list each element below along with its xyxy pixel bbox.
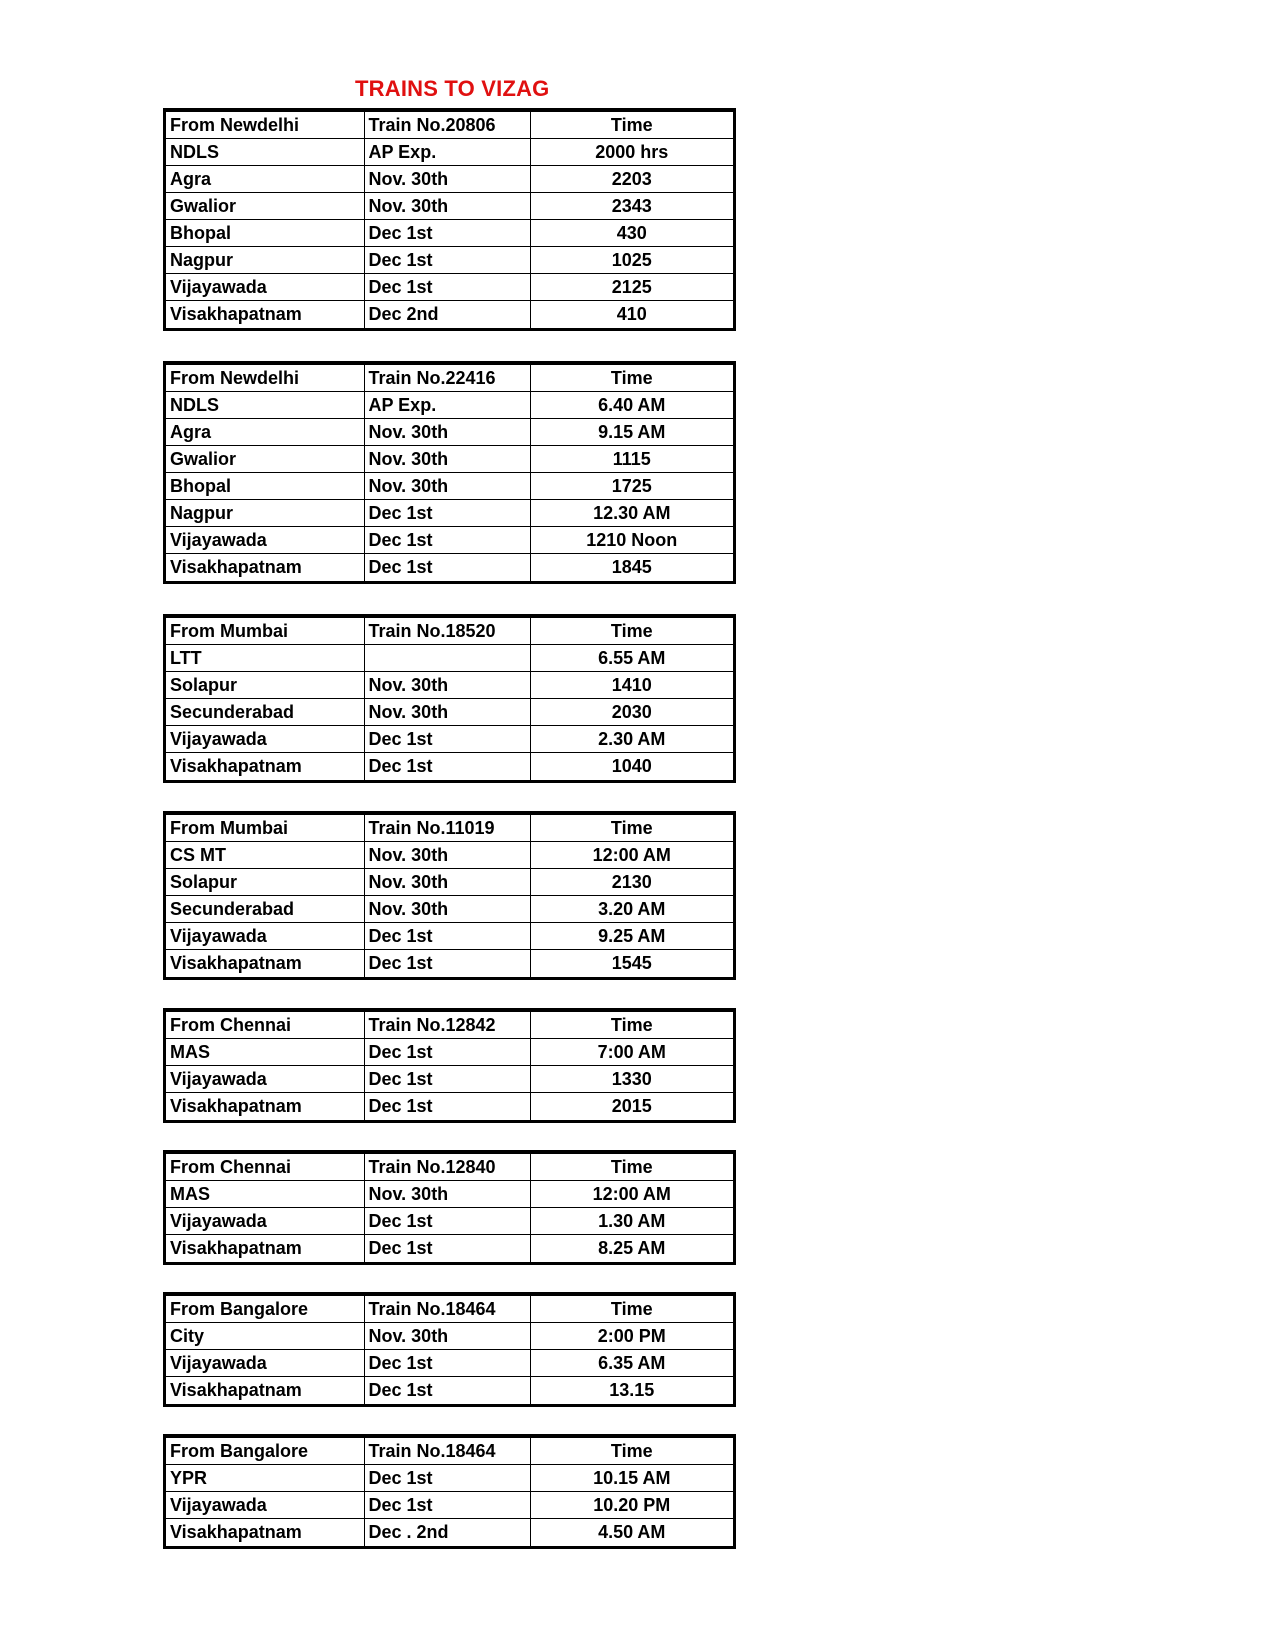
date-cell [364,645,530,672]
time-cell: 9.25 AM [530,923,733,950]
schedule-table [166,1295,733,1404]
train-table [163,1008,736,1123]
station-cell: NDLS [166,392,364,419]
date-cell: AP Exp. [364,392,530,419]
schedule-table [166,364,733,581]
table-header-row [166,618,733,645]
station-cell: Gwalior [166,446,364,473]
time-cell: 1.30 AM [530,1208,733,1235]
station-cell: Visakhapatnam [166,1377,364,1404]
date-cell: Dec 1st [364,726,530,753]
time-cell: 410 [530,301,733,328]
date-cell: Nov. 30th [364,473,530,500]
train-table [163,1292,736,1407]
station-cell: Vijayawada [166,1066,364,1093]
origin-header-cell: From Bangalore [166,1438,364,1465]
table-row [166,1519,733,1546]
table-row [166,139,733,166]
time-cell: 13.15 [530,1377,733,1404]
station-cell: Visakhapatnam [166,1093,364,1120]
train-number-cell: Train No.18464 [364,1438,530,1465]
date-cell: Dec 1st [364,753,530,780]
train-number-cell: Train No.12842 [364,1012,530,1039]
table-row [166,1350,733,1377]
date-cell: Dec . 2nd [364,1519,530,1546]
time-cell: 2125 [530,274,733,301]
station-cell: Agra [166,166,364,193]
schedule-table [166,1011,733,1120]
table-row [166,950,733,977]
table-row [166,1181,733,1208]
time-cell: 2000 hrs [530,139,733,166]
train-number-cell: Train No.11019 [364,815,530,842]
table-row [166,1323,733,1350]
time-cell: 1330 [530,1066,733,1093]
time-cell: 1115 [530,446,733,473]
date-cell: Dec 1st [364,950,530,977]
table-row [166,274,733,301]
time-header-cell: Time [530,365,733,392]
station-cell: Vijayawada [166,1208,364,1235]
time-header-cell: Time [530,618,733,645]
time-cell: 10.15 AM [530,1465,733,1492]
time-cell: 12:00 AM [530,842,733,869]
time-cell: 1410 [530,672,733,699]
date-cell: Dec 1st [364,1492,530,1519]
date-cell: Nov. 30th [364,842,530,869]
time-cell: 10.20 PM [530,1492,733,1519]
station-cell: Vijayawada [166,1492,364,1519]
station-cell: Vijayawada [166,274,364,301]
time-cell: 2:00 PM [530,1323,733,1350]
table-row [166,672,733,699]
station-cell: Visakhapatnam [166,1519,364,1546]
time-cell: 2203 [530,166,733,193]
time-cell: 1845 [530,554,733,581]
date-cell: Dec 2nd [364,301,530,328]
station-cell: Visakhapatnam [166,950,364,977]
station-cell: Agra [166,419,364,446]
table-row [166,220,733,247]
table-row [166,645,733,672]
date-cell: Nov. 30th [364,1323,530,1350]
station-cell: Vijayawada [166,527,364,554]
station-cell: YPR [166,1465,364,1492]
schedule-table [166,1437,733,1546]
table-row [166,1492,733,1519]
station-cell: MAS [166,1039,364,1066]
time-cell: 3.20 AM [530,896,733,923]
table-row [166,446,733,473]
train-table [163,1150,736,1265]
date-cell: Dec 1st [364,1039,530,1066]
train-table [163,811,736,980]
table-row [166,301,733,328]
table-row [166,896,733,923]
date-cell: Dec 1st [364,500,530,527]
origin-header-cell: From Mumbai [166,618,364,645]
station-cell: LTT [166,645,364,672]
table-header-row [166,112,733,139]
origin-header-cell: From Mumbai [166,815,364,842]
time-cell: 1545 [530,950,733,977]
train-number-cell: Train No.20806 [364,112,530,139]
station-cell: Visakhapatnam [166,554,364,581]
schedule-table [166,617,733,780]
time-header-cell: Time [530,815,733,842]
time-header-cell: Time [530,1296,733,1323]
station-cell: MAS [166,1181,364,1208]
date-cell: Dec 1st [364,220,530,247]
time-cell: 1725 [530,473,733,500]
station-cell: Visakhapatnam [166,753,364,780]
date-cell: Nov. 30th [364,896,530,923]
date-cell: Dec 1st [364,1208,530,1235]
table-row [166,193,733,220]
time-cell: 6.40 AM [530,392,733,419]
table-row [166,1066,733,1093]
time-cell: 2015 [530,1093,733,1120]
station-cell: Vijayawada [166,923,364,950]
date-cell: Dec 1st [364,1066,530,1093]
table-row [166,166,733,193]
time-cell: 7:00 AM [530,1039,733,1066]
origin-header-cell: From Chennai [166,1154,364,1181]
train-number-cell: Train No.12840 [364,1154,530,1181]
station-cell: Bhopal [166,220,364,247]
table-header-row [166,1296,733,1323]
station-cell: Nagpur [166,500,364,527]
table-row [166,1039,733,1066]
date-cell: Nov. 30th [364,1181,530,1208]
date-cell: Dec 1st [364,554,530,581]
origin-header-cell: From Chennai [166,1012,364,1039]
station-cell: Nagpur [166,247,364,274]
time-cell: 8.25 AM [530,1235,733,1262]
time-cell: 1040 [530,753,733,780]
train-table [163,614,736,783]
station-cell: Visakhapatnam [166,301,364,328]
table-row [166,1235,733,1262]
time-cell: 2130 [530,869,733,896]
time-cell: 9.15 AM [530,419,733,446]
origin-header-cell: From Newdelhi [166,112,364,139]
time-cell: 12:00 AM [530,1181,733,1208]
train-number-cell: Train No.18464 [364,1296,530,1323]
date-cell: Dec 1st [364,1377,530,1404]
station-cell: Secunderabad [166,896,364,923]
time-cell: 1025 [530,247,733,274]
station-cell: City [166,1323,364,1350]
date-cell: Nov. 30th [364,193,530,220]
time-cell: 6.35 AM [530,1350,733,1377]
table-row [166,699,733,726]
station-cell: CS MT [166,842,364,869]
time-header-cell: Time [530,1012,733,1039]
train-number-cell: Train No.18520 [364,618,530,645]
time-cell: 4.50 AM [530,1519,733,1546]
table-row [166,753,733,780]
date-cell: Dec 1st [364,1350,530,1377]
station-cell: NDLS [166,139,364,166]
date-cell: Nov. 30th [364,166,530,193]
table-row [166,869,733,896]
date-cell: Nov. 30th [364,672,530,699]
table-row [166,1208,733,1235]
table-row [166,1093,733,1120]
date-cell: Nov. 30th [364,869,530,896]
time-cell: 12.30 AM [530,500,733,527]
table-row [166,554,733,581]
table-row [166,842,733,869]
station-cell: Visakhapatnam [166,1235,364,1262]
table-row [166,726,733,753]
date-cell: Dec 1st [364,1093,530,1120]
time-cell: 1210 Noon [530,527,733,554]
table-header-row [166,1012,733,1039]
date-cell: AP Exp. [364,139,530,166]
table-row [166,419,733,446]
table-header-row [166,1154,733,1181]
train-table [163,108,736,331]
train-number-cell: Train No.22416 [364,365,530,392]
schedule-table [166,1153,733,1262]
station-cell: Gwalior [166,193,364,220]
date-cell: Nov. 30th [364,446,530,473]
schedule-table [166,111,733,328]
station-cell: Vijayawada [166,726,364,753]
station-cell: Bhopal [166,473,364,500]
table-row [166,923,733,950]
date-cell: Dec 1st [364,247,530,274]
station-cell: Solapur [166,869,364,896]
table-row [166,473,733,500]
table-row [166,1465,733,1492]
date-cell: Dec 1st [364,274,530,301]
time-header-cell: Time [530,112,733,139]
date-cell: Dec 1st [364,1235,530,1262]
station-cell: Solapur [166,672,364,699]
train-table [163,361,736,584]
table-row [166,392,733,419]
page-title: TRAINS TO VIZAG [355,76,550,101]
table-header-row [166,365,733,392]
table-row [166,247,733,274]
train-table [163,1434,736,1549]
station-cell: Vijayawada [166,1350,364,1377]
date-cell: Nov. 30th [364,419,530,446]
date-cell: Dec 1st [364,527,530,554]
time-cell: 2343 [530,193,733,220]
time-cell: 2.30 AM [530,726,733,753]
date-cell: Dec 1st [364,923,530,950]
date-cell: Nov. 30th [364,699,530,726]
table-header-row [166,815,733,842]
table-header-row [166,1438,733,1465]
table-row [166,1377,733,1404]
time-cell: 2030 [530,699,733,726]
schedule-table [166,814,733,977]
origin-header-cell: From Bangalore [166,1296,364,1323]
table-row [166,527,733,554]
time-header-cell: Time [530,1438,733,1465]
time-header-cell: Time [530,1154,733,1181]
station-cell: Secunderabad [166,699,364,726]
time-cell: 430 [530,220,733,247]
date-cell: Dec 1st [364,1465,530,1492]
time-cell: 6.55 AM [530,645,733,672]
table-row [166,500,733,527]
origin-header-cell: From Newdelhi [166,365,364,392]
